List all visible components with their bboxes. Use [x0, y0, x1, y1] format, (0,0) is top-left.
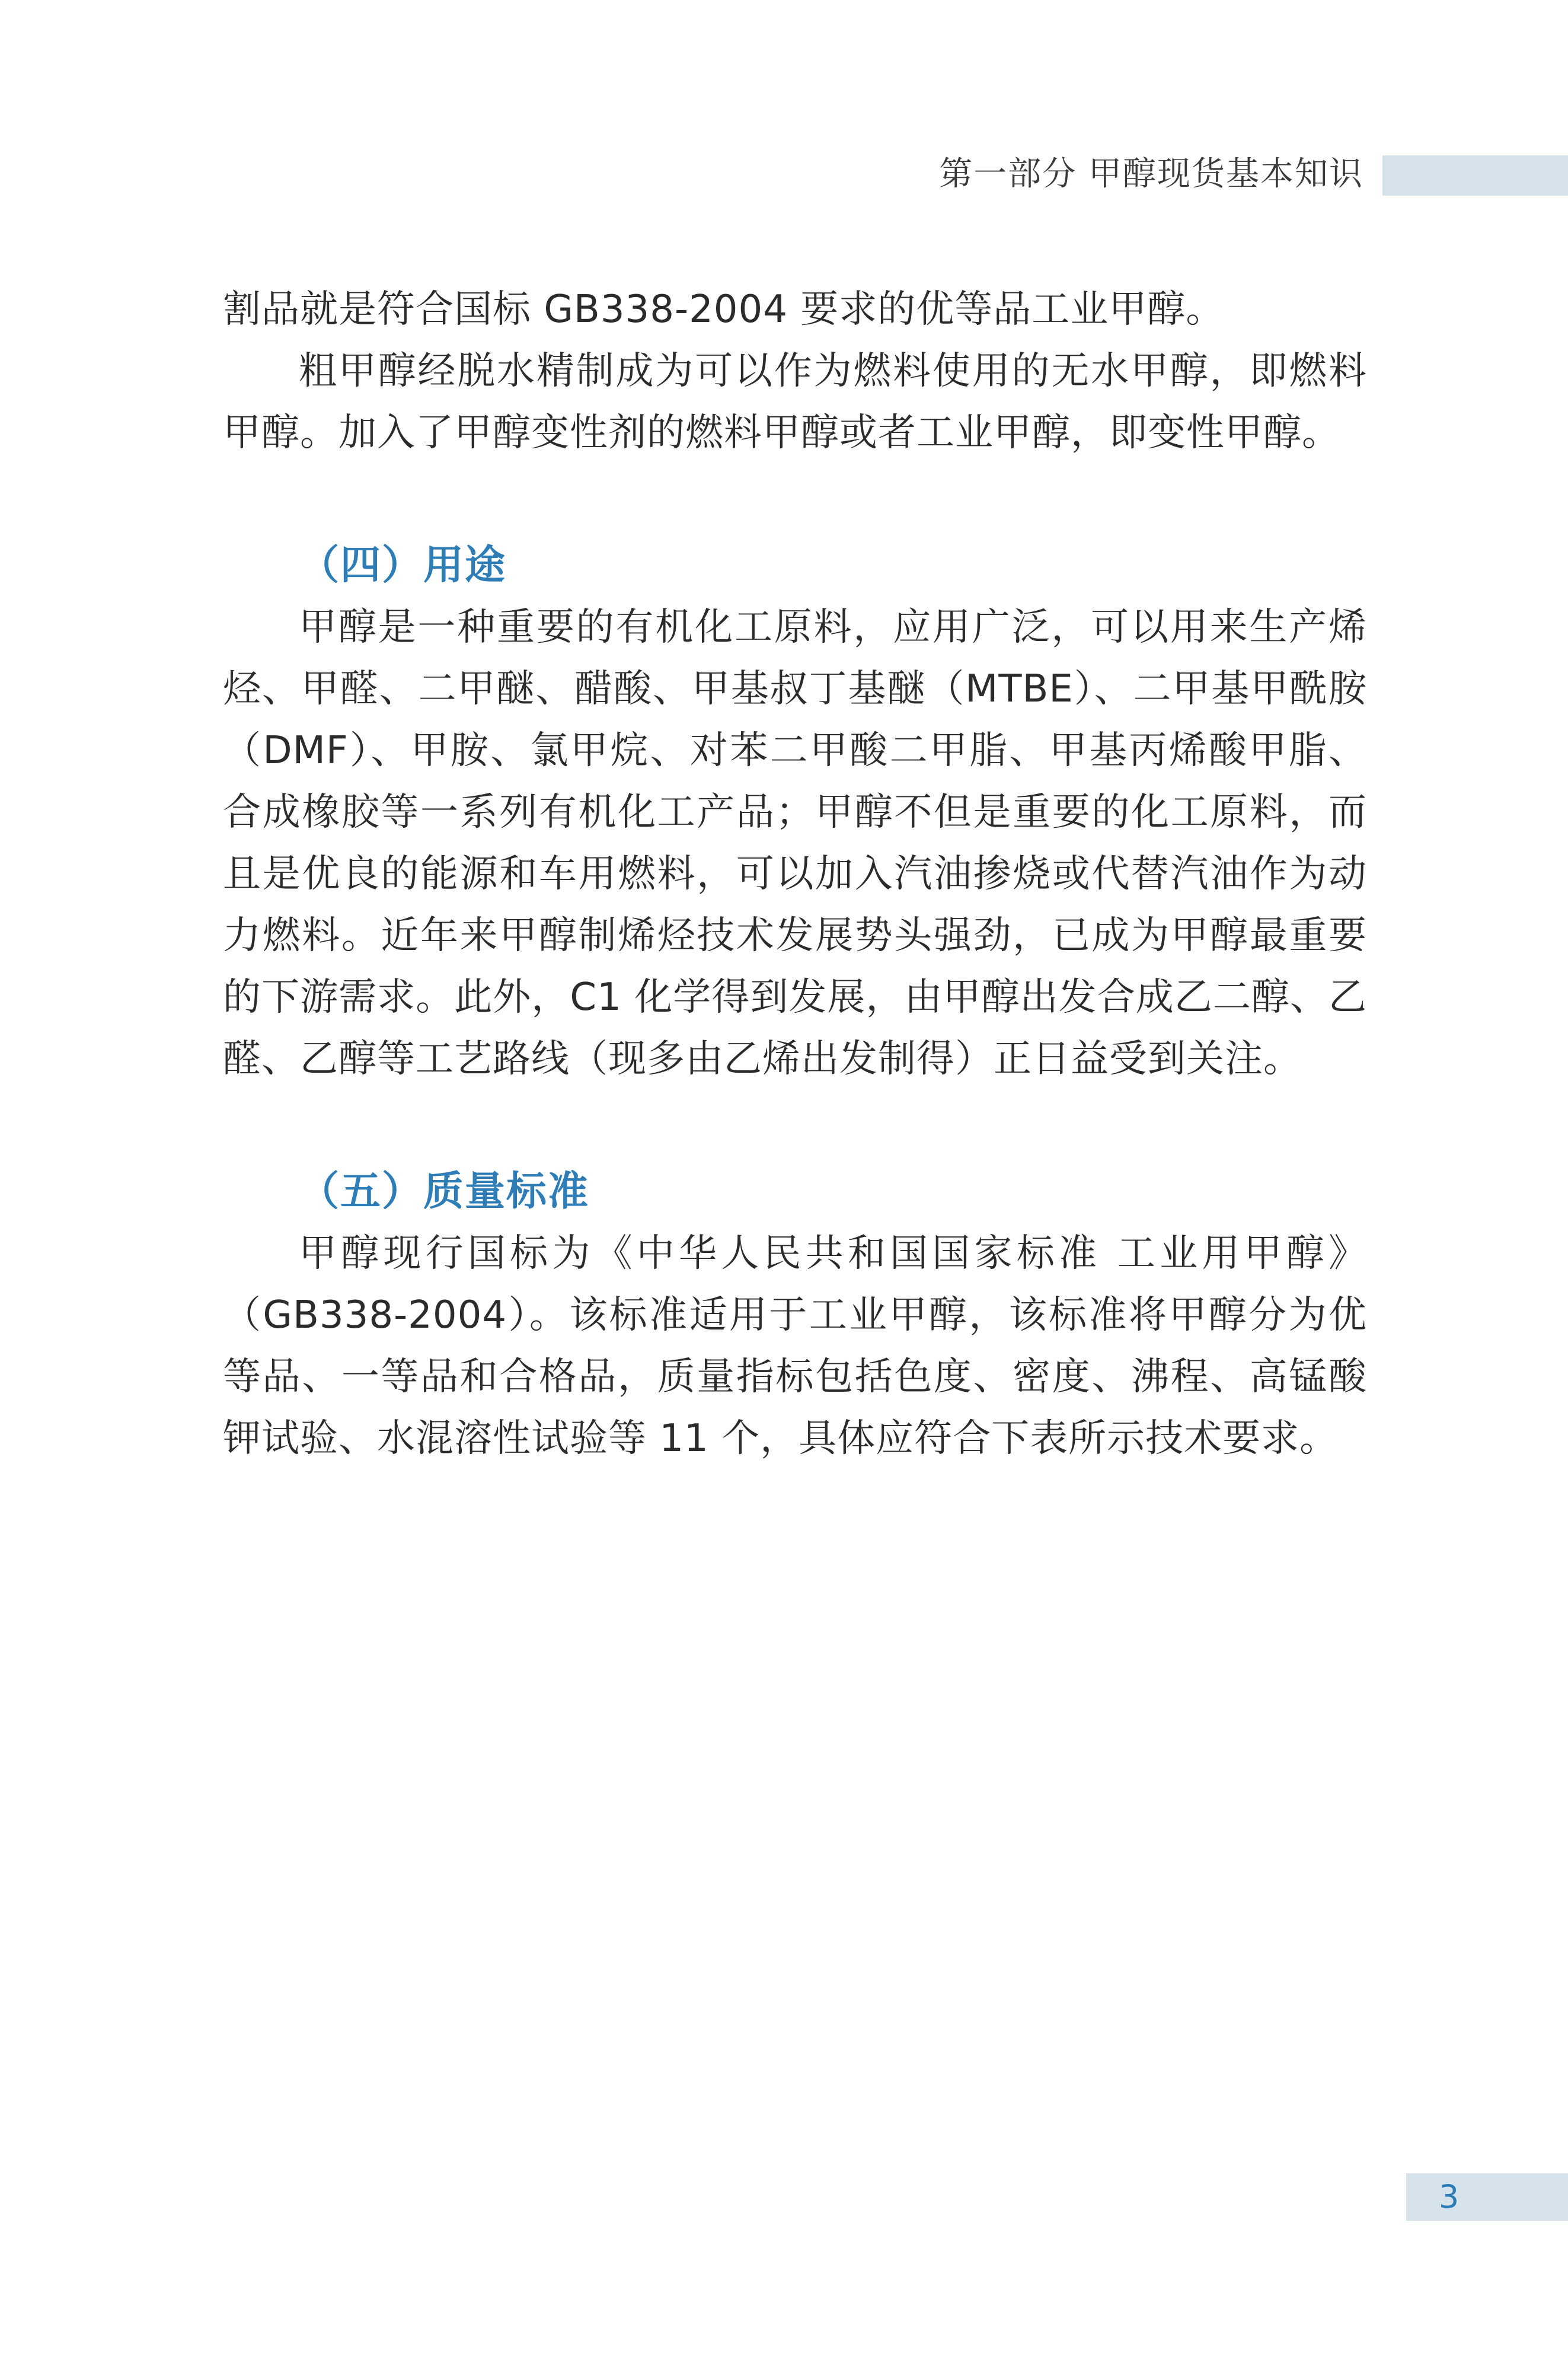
page-number: 3 — [1438, 2178, 1460, 2215]
spacer — [223, 1090, 1367, 1161]
page-content — [223, 279, 1367, 1469]
header-title: 第一部分 甲醇现货基本知识 — [939, 155, 1363, 193]
section-heading-quality-standard: （五）质量标准 — [299, 1168, 590, 1215]
paragraph-crude-methanol: 粗甲醇经脱水精制成为可以作为燃料使用的无水甲醇，即燃料甲醇。加入了甲醇变性剂的燃料甲醇或者工业甲醇，即变性甲醇。 — [223, 349, 1367, 455]
spacer — [223, 464, 1367, 535]
header-accent-bar — [1382, 155, 1568, 196]
paragraph-continuation: 割品就是符合国标 GB338-2004 要求的优等品工业甲醇。 — [223, 288, 1225, 331]
paragraph-uses: 甲醇是一种重要的有机化工原料，应用广泛，可以用来生产烯烃、甲醛、二甲醚、醋酸、甲基叔丁基醚（MTBE）、二甲基甲酰胺（DMF）、甲胺、氯甲烷、对苯二甲酸二甲脂、甲基丙烯酸甲脂、合成橡胶等一系列有机化工产品；甲醇不但是重要的化工原料，而且是优良的能源和车用燃料，可以加入汽油掺烧或代替汽油作为动力燃料。近年来甲醇制烯烃技术发展势头强劲，已成为甲醇最重要的下游需求。此外，C1 化学得到发展，由甲醇出发合成乙二醇、乙醛、乙醇等工艺路线（现多由乙烯出发制得）正日益受到关注。 — [223, 605, 1367, 1081]
paragraph-quality-standard: 甲醇现行国标为《中华人民共和国国家标准 工业用甲醇》（GB338-2004）。该标准适用于工业甲醇，该标准将甲醇分为优等品、一等品和合格品，质量指标包括色度、密度、沸程、高锰酸钾试验、水混溶性试验等 11 个，具体应符合下表所示技术要求。 — [223, 1232, 1367, 1461]
section-heading-uses: （四）用途 — [299, 542, 507, 589]
